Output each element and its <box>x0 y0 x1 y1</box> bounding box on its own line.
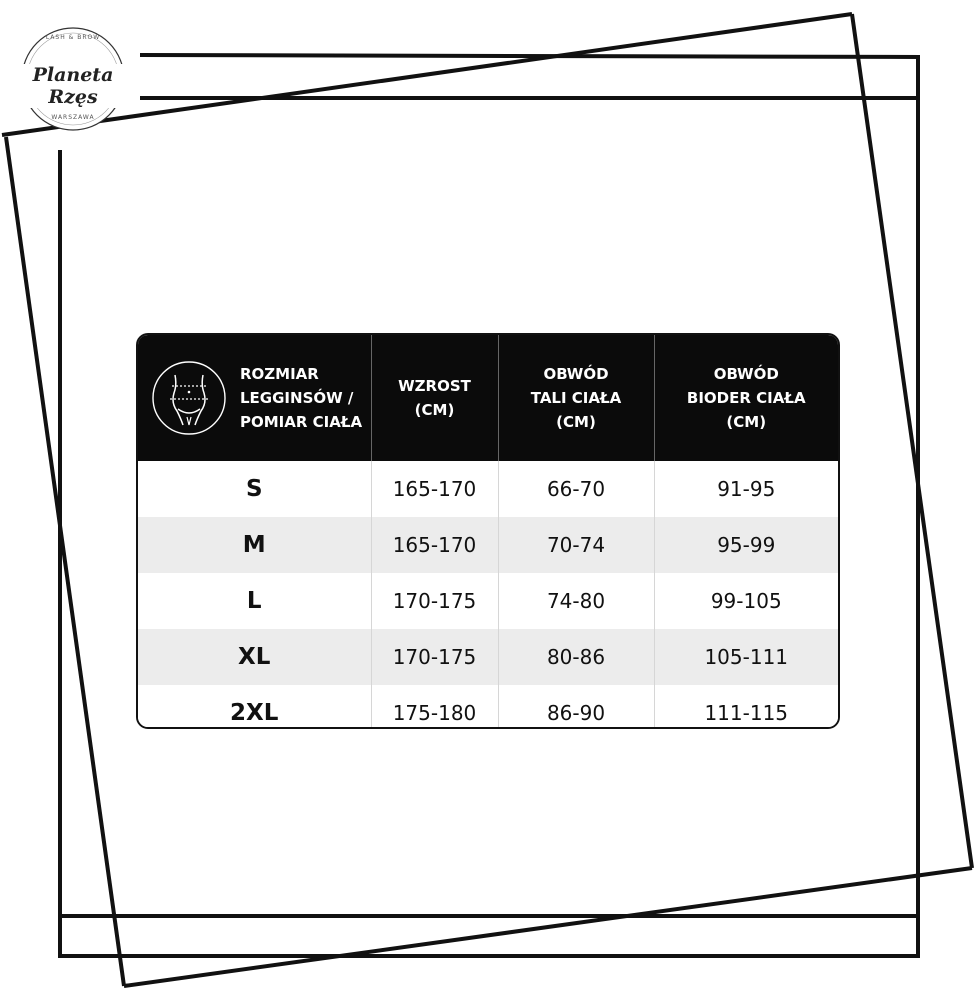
frame-line <box>140 55 920 57</box>
frame-line <box>124 868 972 986</box>
height-cell: 170-175 <box>371 573 498 629</box>
body-measurement-icon <box>150 359 228 437</box>
size-table <box>138 335 838 729</box>
table-row <box>138 629 838 685</box>
waist-cell: 66-70 <box>498 461 654 517</box>
height-cell: 165-170 <box>371 517 498 573</box>
hips-cell: 91-95 <box>717 477 776 501</box>
height-cell: 165-170 <box>371 461 498 517</box>
size-cell: 2XL <box>138 685 371 729</box>
header-height: WZROST (CM) <box>371 335 498 461</box>
table-row <box>138 685 838 729</box>
waist-cell: 80-86 <box>498 629 654 685</box>
logo-name: Planeta Rzęs <box>6 64 140 108</box>
header-size-label: ROZMIAR LEGGINSÓW / POMIAR CIAŁA <box>240 365 363 431</box>
table-row <box>138 517 838 573</box>
hips-cell: 99-105 <box>710 589 782 613</box>
header-hips: OBWÓD BIODER CIAŁA (CM) <box>686 365 806 431</box>
waist-cell: 70-74 <box>498 517 654 573</box>
frame-line <box>6 137 124 986</box>
size-cell: XL <box>138 629 371 685</box>
waist-cell: 74-80 <box>498 573 654 629</box>
logo-top-text: LASH & BROW <box>45 34 101 41</box>
table-row <box>138 461 838 517</box>
hips-cell: 105-111 <box>704 645 789 669</box>
hips-cell: 95-99 <box>717 533 776 557</box>
hips-cell: 111-115 <box>704 701 789 725</box>
header-waist: OBWÓD TALI CIAŁA (CM) <box>498 335 654 461</box>
table-header-row <box>138 335 838 461</box>
header-size-cell <box>138 335 371 461</box>
waist-cell: 86-90 <box>498 685 654 729</box>
frame-line <box>852 14 972 868</box>
size-cell: S <box>138 461 371 517</box>
logo-bottom-text: WARSZAWA <box>51 114 95 121</box>
size-chart <box>136 333 840 729</box>
brand-logo <box>6 26 140 136</box>
size-cell: L <box>138 573 371 629</box>
height-cell: 170-175 <box>371 629 498 685</box>
height-cell: 175-180 <box>371 685 498 729</box>
table-row <box>138 573 838 629</box>
size-cell: M <box>138 517 371 573</box>
